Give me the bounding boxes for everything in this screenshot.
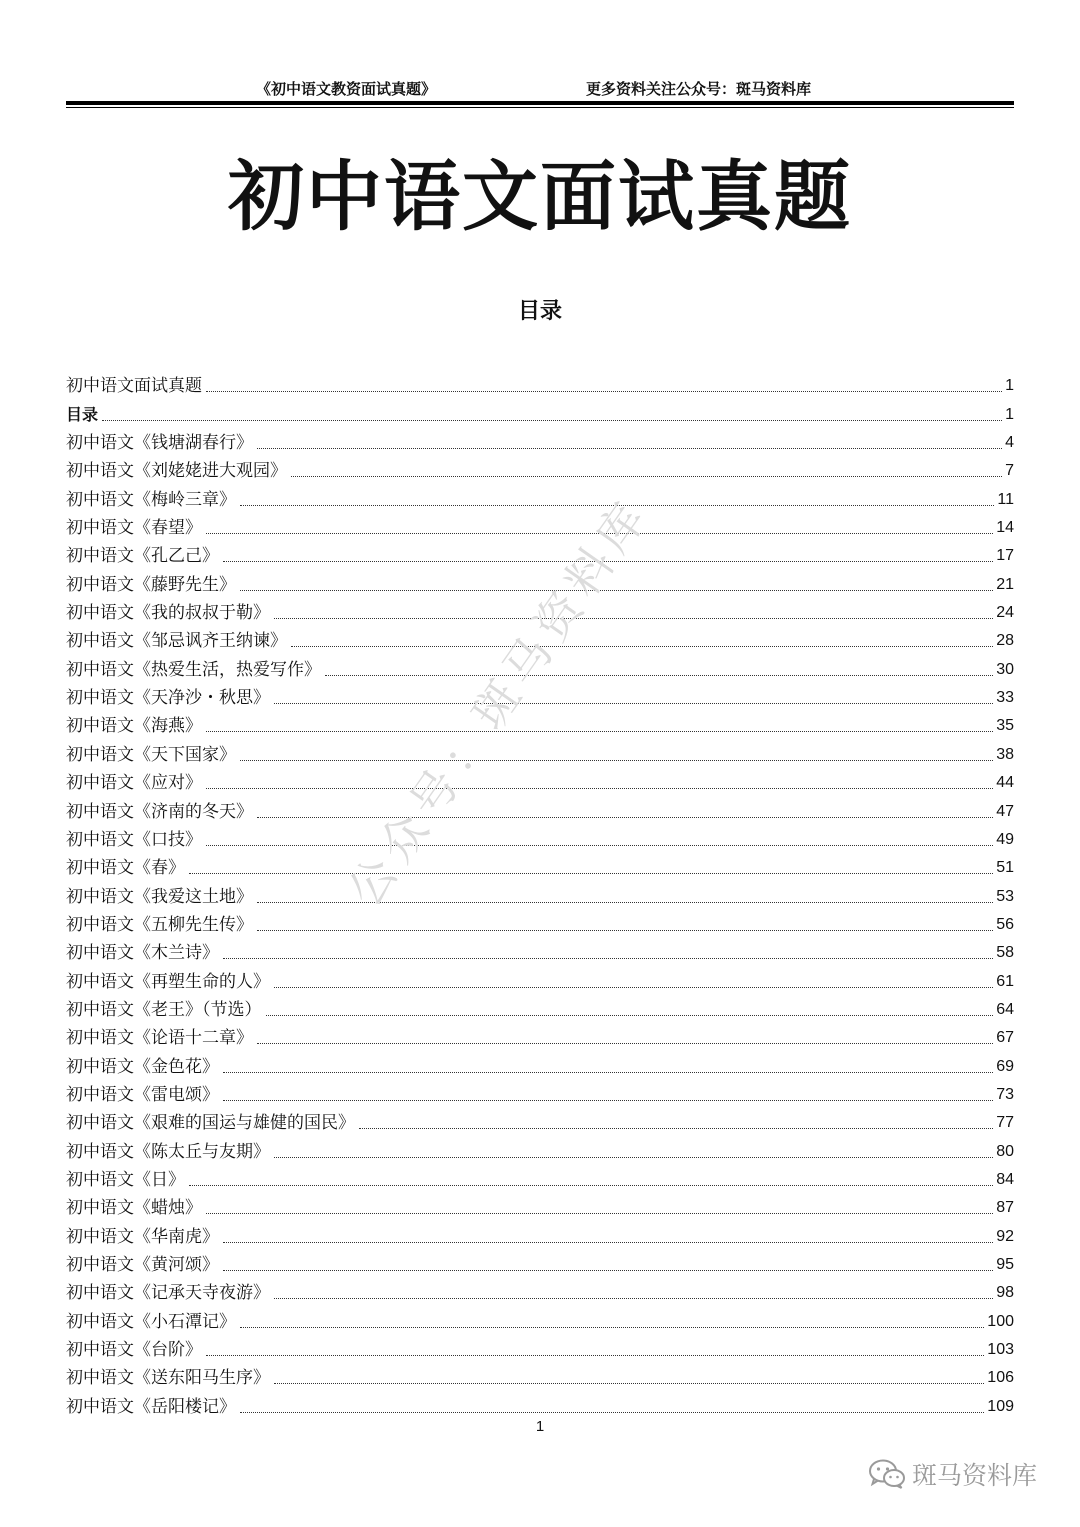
watermark: 公众号：斑马资料库 — [337, 487, 661, 917]
toc-entry-page: 30 — [996, 660, 1014, 678]
toc-entry-page: 33 — [996, 689, 1014, 707]
toc-entry[interactable] — [66, 851, 1014, 879]
toc-entry-title: 初中语文《记承天寺夜游》 — [66, 1283, 270, 1304]
toc-entry[interactable] — [66, 936, 1014, 964]
toc-entry-page: 47 — [996, 802, 1014, 820]
toc-entry[interactable] — [66, 369, 1014, 397]
toc-entry-page: 95 — [996, 1256, 1014, 1273]
header-book-title: 《初中语文教资面试真题》 — [256, 80, 437, 98]
toc-dot-leader — [223, 1269, 993, 1271]
toc-dot-leader — [240, 759, 993, 761]
toc-dot-leader — [274, 702, 993, 704]
toc-entry[interactable] — [66, 1389, 1014, 1417]
wechat-icon — [868, 1459, 906, 1489]
toc-entry-title: 初中语文《老王》（节选） — [66, 999, 262, 1020]
toc-dot-leader — [206, 1212, 993, 1214]
toc-dot-leader — [274, 1156, 993, 1158]
toc-entry[interactable] — [66, 1191, 1014, 1219]
toc-dot-leader — [291, 475, 1002, 477]
toc-entry-page: 84 — [996, 1170, 1014, 1188]
toc-entry-title: 初中语文《雷电颂》 — [66, 1084, 219, 1105]
toc-entry-page: 73 — [996, 1085, 1014, 1103]
toc-entry-title: 初中语文《台阶》 — [66, 1340, 202, 1361]
toc-dot-leader — [274, 617, 993, 619]
toc-entry-page: 56 — [996, 915, 1014, 933]
toc-entry-page: 51 — [996, 859, 1014, 877]
toc-entry-title: 初中语文《我的叔叔于勒》 — [66, 603, 270, 624]
toc-dot-leader — [291, 645, 993, 647]
toc-entry-title: 目录 — [66, 404, 99, 424]
toc-dot-leader — [274, 1382, 984, 1384]
toc-entry-title: 初中语文《邹忌讽齐王纳谏》 — [66, 631, 287, 652]
toc-entry[interactable] — [66, 1304, 1014, 1332]
toc-dot-leader — [274, 986, 993, 988]
toc-entry[interactable] — [66, 737, 1014, 765]
toc-heading: 目录 — [517, 299, 562, 324]
toc-dot-leader — [206, 1354, 984, 1356]
toc-entry[interactable] — [66, 1078, 1014, 1106]
toc-dot-leader — [257, 447, 1002, 449]
toc-dot-leader — [257, 929, 993, 931]
toc-entry-page: 49 — [996, 830, 1014, 848]
toc-dot-leader — [206, 844, 993, 846]
toc-entry-page: 106 — [987, 1369, 1014, 1387]
toc-entry-title: 初中语文《济南的冬天》 — [66, 801, 253, 822]
toc-entry-page: 80 — [996, 1142, 1014, 1160]
toc-entry-page: 4 — [1005, 434, 1014, 452]
wechat-badge — [868, 1456, 1037, 1492]
wechat-account-name: 斑马资料库 — [912, 1461, 1038, 1490]
toc-entry-page: 17 — [996, 547, 1014, 565]
toc-entry[interactable] — [66, 964, 1014, 992]
toc-entry-page: 103 — [987, 1341, 1014, 1359]
toc-dot-leader — [206, 730, 993, 732]
toc-entry[interactable] — [66, 1049, 1014, 1077]
toc-entry-page: 44 — [996, 774, 1014, 792]
toc-entry[interactable] — [66, 709, 1014, 737]
toc-entry-page: 28 — [996, 632, 1014, 650]
toc-entry-title: 初中语文《黄河颂》 — [66, 1255, 219, 1275]
toc-entry-page: 67 — [996, 1029, 1014, 1047]
toc-entry[interactable] — [66, 1248, 1014, 1276]
table-of-contents — [66, 369, 1014, 1418]
toc-entry-title: 初中语文《刘姥姥进大观园》 — [66, 461, 287, 482]
toc-entry[interactable] — [66, 823, 1014, 851]
toc-entry-page: 69 — [996, 1057, 1014, 1075]
toc-entry-title: 初中语文《艰难的国运与雄健的国民》 — [66, 1113, 355, 1134]
toc-entry[interactable] — [66, 766, 1014, 794]
toc-entry-title: 初中语文《蜡烛》 — [66, 1198, 202, 1219]
toc-dot-leader — [359, 1127, 993, 1129]
toc-entry-title: 初中语文《应对》 — [66, 773, 202, 794]
toc-dot-leader — [257, 816, 993, 818]
toc-entry[interactable] — [66, 794, 1014, 822]
toc-entry[interactable] — [66, 1106, 1014, 1134]
toc-entry-title: 初中语文《岳阳楼记》 — [66, 1396, 236, 1417]
toc-entry[interactable] — [66, 1134, 1014, 1162]
toc-entry-title: 初中语文《金色花》 — [66, 1056, 219, 1077]
toc-entry[interactable] — [66, 511, 1014, 539]
toc-entry-page: 24 — [996, 604, 1014, 622]
toc-entry-page: 109 — [987, 1397, 1014, 1415]
toc-entry-title: 初中语文《热爱生活，热爱写作》 — [66, 659, 321, 680]
toc-entry-title: 初中语文《海燕》 — [66, 716, 202, 737]
toc-dot-leader — [189, 1184, 993, 1186]
toc-entry-page: 14 — [996, 519, 1014, 537]
toc-dot-leader — [102, 419, 1002, 421]
toc-entry[interactable] — [66, 397, 1014, 425]
toc-entry-title: 初中语文《华南虎》 — [66, 1226, 219, 1247]
toc-entry[interactable] — [66, 879, 1014, 907]
toc-entry-page: 87 — [996, 1199, 1014, 1217]
toc-dot-leader — [223, 1071, 993, 1073]
toc-entry[interactable] — [66, 993, 1014, 1021]
toc-dot-leader — [223, 957, 993, 959]
toc-entry-title: 初中语文《我爱这土地》 — [66, 886, 253, 907]
toc-entry-title: 初中语文《论语十二章》 — [66, 1028, 253, 1049]
toc-entry[interactable] — [66, 1219, 1014, 1247]
toc-entry-title: 初中语文《送东阳马生序》 — [66, 1368, 270, 1389]
header-rule-thick — [66, 101, 1014, 105]
toc-entry-title: 初中语文《五柳先生传》 — [66, 914, 253, 935]
toc-dot-leader — [257, 1042, 993, 1044]
toc-dot-leader — [240, 589, 993, 591]
header-rule-thin — [66, 107, 1014, 108]
toc-entry[interactable] — [66, 1021, 1014, 1049]
toc-entry-page: 1 — [1005, 405, 1014, 423]
toc-dot-leader — [223, 1241, 993, 1243]
toc-entry-title: 初中语文《陈太丘与友期》 — [66, 1141, 270, 1162]
toc-entry-page: 92 — [996, 1227, 1014, 1245]
toc-entry-title: 初中语文《日》 — [66, 1169, 185, 1190]
toc-dot-leader — [325, 674, 993, 676]
toc-entry-title: 初中语文《钱塘湖春行》 — [66, 433, 253, 454]
header-follow-note: 更多资料关注公众号：斑马资料库 — [586, 80, 812, 98]
toc-dot-leader — [240, 1326, 984, 1328]
toc-entry-title: 初中语文《再塑生命的人》 — [66, 971, 270, 992]
toc-dot-leader — [240, 1411, 984, 1413]
toc-entry-title: 初中语文《梅岭三章》 — [66, 489, 236, 510]
toc-entry-page: 7 — [1005, 462, 1014, 480]
toc-entry[interactable] — [66, 482, 1014, 510]
toc-entry-page: 64 — [996, 1000, 1014, 1018]
toc-entry[interactable] — [66, 1163, 1014, 1191]
toc-entry[interactable] — [66, 426, 1014, 454]
toc-entry-page: 53 — [996, 887, 1014, 905]
toc-entry-page: 77 — [996, 1114, 1014, 1132]
running-header — [66, 78, 1014, 100]
document-title: 初中语文面试真题 — [228, 152, 852, 241]
toc-entry-page: 61 — [996, 972, 1014, 990]
toc-dot-leader — [266, 1014, 994, 1016]
toc-entry-title: 初中语文《春望》 — [66, 518, 202, 539]
toc-entry-page: 58 — [996, 944, 1014, 962]
toc-entry[interactable] — [66, 539, 1014, 567]
toc-entry[interactable] — [66, 1333, 1014, 1361]
toc-entry-page: 21 — [996, 575, 1014, 593]
toc-entry-title: 初中语文面试真题 — [66, 376, 202, 397]
toc-entry-title: 初中语文《春》 — [66, 858, 185, 879]
toc-entry-page: 35 — [996, 717, 1014, 735]
toc-entry-page: 38 — [996, 745, 1014, 763]
toc-entry-page: 98 — [996, 1284, 1014, 1302]
page-number: 1 — [535, 1418, 545, 1435]
toc-entry[interactable] — [66, 908, 1014, 936]
toc-entry-title: 初中语文《天净沙・秋思》 — [66, 688, 270, 709]
toc-entry-title: 初中语文《口技》 — [66, 829, 202, 850]
toc-dot-leader — [274, 1297, 993, 1299]
toc-entry-title: 初中语文《孔乙己》 — [66, 546, 219, 567]
toc-dot-leader — [206, 787, 993, 789]
toc-dot-leader — [206, 390, 1002, 392]
toc-entry-page: 1 — [1005, 377, 1014, 395]
toc-entry[interactable] — [66, 1361, 1014, 1389]
toc-dot-leader — [189, 872, 993, 874]
toc-entry-title: 初中语文《天下国家》 — [66, 744, 236, 765]
toc-entry-page: 11 — [997, 490, 1014, 508]
toc-entry-title: 初中语文《小石潭记》 — [66, 1311, 236, 1332]
toc-entry-title: 初中语文《木兰诗》 — [66, 943, 219, 964]
toc-entry[interactable] — [66, 454, 1014, 482]
toc-entry-page: 100 — [987, 1312, 1014, 1330]
toc-entry-title: 初中语文《藤野先生》 — [66, 574, 236, 595]
toc-dot-leader — [223, 1099, 993, 1101]
toc-entry[interactable] — [66, 1276, 1014, 1304]
